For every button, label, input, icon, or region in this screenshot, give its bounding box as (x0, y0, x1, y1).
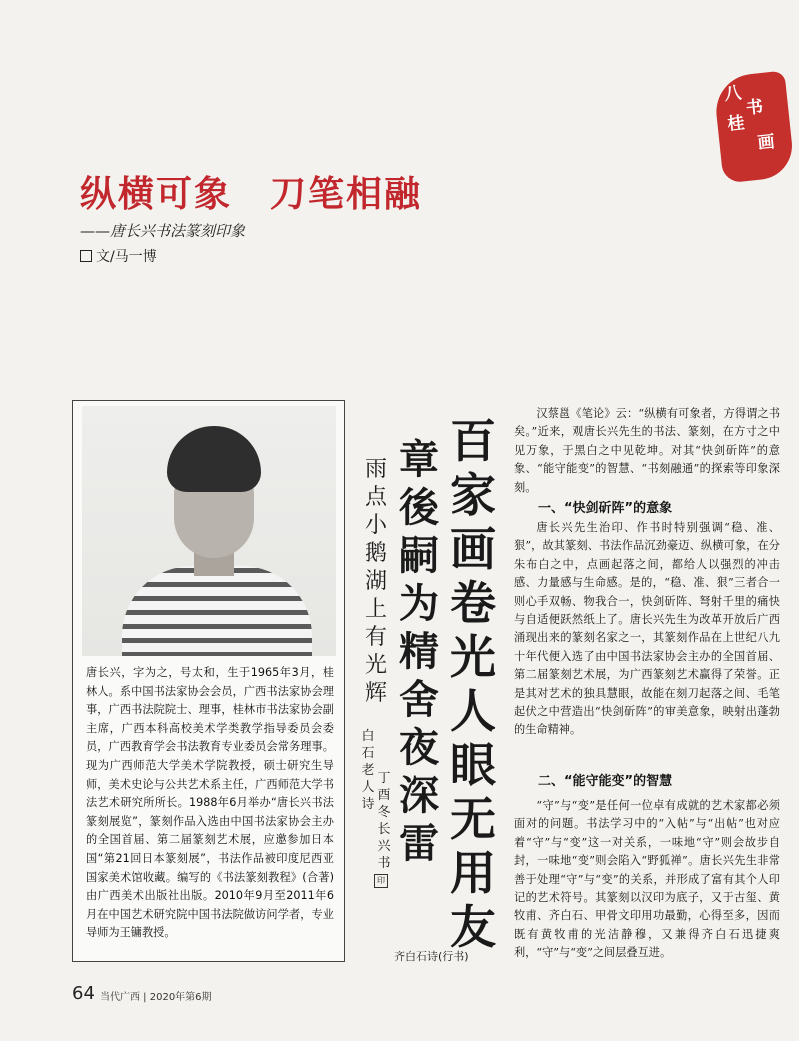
calligraphy-inscription-2 (374, 770, 394, 872)
article-subtitle: ——唐长兴书法篆刻印象 (80, 222, 246, 240)
calligraphy-char: 湖 (364, 569, 387, 594)
calligraphy-char: 章 (399, 436, 439, 483)
section-heading-1: 一、“快剑斫阵”的意象 (538, 501, 673, 516)
calligraphy-char: 无 (450, 792, 496, 846)
calligraphy-char: 老 (361, 763, 375, 778)
calligraphy-char: 舍 (399, 676, 439, 723)
calligraphy-char: 後 (399, 484, 439, 531)
calligraphy-char: 精 (399, 628, 439, 675)
bio-text: 唐长兴，字为之，号太和，生于1965年3月，桂林人。系中国书法家协会会员，广西书法家协会理事，广西书法院院士、理事，桂林市书法家协会副主席，广西本科高校美术学类教学指导委员会委员，广西教育学会书法教育专业委员会常务理事。现为广西师范大学美术学院教授，硕士研究生导师，美术史论与公共艺术系主任，广西师范大学书法艺术研究所所长。1988年6月举办“唐长兴书法篆刻展览”，篆刻作品入选由中国书法家协会主办的全国首届、第二届篆刻艺术展，应邀参加日本国“第21回日本篆刻展”，书法作品被印度尼西亚国家美术馆收藏。编写的《书法篆刻教程》(合著)由广西美术出版社出版。2010年9月至2011年6月在中国艺术研究院中国书法院做访问学者，专业导师为王镛教授。 (86, 666, 334, 940)
calligraphy-char: 丁 (377, 771, 391, 786)
calligraphy-char: 友 (450, 900, 496, 954)
calligraphy-char: 点 (364, 485, 387, 510)
calligraphy-char: 雨 (364, 457, 387, 482)
calligraphy-char: 辉 (364, 681, 387, 706)
section-heading-2: 二、“能守能变”的智慧 (538, 774, 673, 789)
column-tag-char: 桂 (726, 113, 746, 135)
column-tag-char: 画 (756, 131, 776, 154)
body-paragraph-intro: 汉蔡邕《笔论》云：“纵横有可象者，方得谓之书矣。”近来，观唐长兴先生的书法、篆刻，在方寸之中见万象，于黑白之中见乾坤。对其“快剑斫阵”的意象、“能守能变”的智慧、“书刻融通”的探索等印象深刻。 (514, 407, 780, 494)
calligraphy-char: 石 (361, 746, 375, 761)
calligraphy-char: 书 (377, 856, 391, 871)
calligraphy-column-1 (442, 414, 504, 954)
calligraphy-char: 长 (377, 822, 391, 837)
calligraphy-char: 百 (450, 414, 496, 468)
calligraphy-char: 鹅 (364, 541, 387, 566)
calligraphy-char: 眼 (450, 738, 496, 792)
calligraphy-char: 画 (450, 522, 496, 576)
page-number: 64 (72, 983, 95, 1004)
body-paragraph-section-1: 唐长兴先生治印、作书时特别强调“稳、准、狠”，故其篆刻、书法作品沉劲豪迈、纵横可象，在分朱布白之中，点画起落之间，都给人以强烈的冲击感、力量感与生命感。是的，“稳、准、狠”三者合一则心手双畅、物我合一，快剑斫阵、弩射千里的痛快与自适便跃然纸上了。唐长兴先生为改革开放后广西涌现出来的篆刻名家之一，其篆刻作品在上世纪八九十年代便入选了由中国书法家协会主办的全国首届、第二届篆刻艺术展，为广西篆刻艺术赢得了荣誉。正是其对艺术的独具慧眼，故能在刻刀起落之间、毛笔起伏之中营造出“快剑斫阵”的审美意象，映射出蓬勃的生命精神。 (514, 521, 780, 737)
byline-text: 文/马一博 (96, 249, 157, 265)
seal-stamp: 印 (374, 874, 388, 888)
calligraphy-char: 为 (399, 580, 439, 627)
calligraphy-char: 光 (364, 653, 387, 678)
calligraphy-column-2 (394, 436, 444, 868)
calligraphy-char: 白 (361, 729, 375, 744)
calligraphy-char: 上 (364, 597, 387, 622)
footer-publication-info: 当代广西 | 2020年第6期 (100, 992, 212, 1003)
byline (80, 246, 157, 266)
body-paragraph-section-2: “守”与“变”是任何一位卓有成就的艺术家都必须面对的问题。书法学习中的“入帖”与“出帖”也对应着“守”与“变”这一对关系，一味地“守”则会故步自封，一味地“变”则会陷入“野狐禅”。唐长兴先生非常善于处理“守”与“变”的关系，并形成了富有其个人印记的艺术符号。其篆刻以汉印为底子，又于古玺、黄牧甫、齐白石、甲骨文印用功最勤，心得至多，因而既有黄牧甫的光洁静穆，又兼得齐白石迅捷爽利，“守”与“变”之间层叠互进。 (514, 799, 780, 960)
calligraphy-char: 光 (450, 630, 496, 684)
calligraphy-char: 小 (364, 513, 387, 538)
calligraphy-char: 人 (450, 684, 496, 738)
calligraphy-char: 酉 (377, 788, 391, 803)
column-tag-char: 八 (723, 83, 743, 105)
calligraphy-caption: 齐白石诗(行书) (394, 950, 469, 963)
calligraphy-char: 有 (364, 625, 387, 650)
calligraphy-char: 夜 (399, 724, 439, 771)
column-tag (713, 71, 796, 184)
byline-box-icon (80, 250, 92, 262)
calligraphy-char: 用 (450, 846, 496, 900)
calligraphy-column-3 (360, 456, 392, 708)
column-tag-char: 书 (745, 97, 764, 119)
calligraphy-char: 人 (361, 780, 375, 795)
calligraphy-char: 家 (450, 468, 496, 522)
calligraphy-char: 诗 (361, 797, 375, 812)
portrait-photo (82, 406, 336, 656)
calligraphy-char: 深 (399, 772, 439, 819)
calligraphy-char: 卷 (450, 576, 496, 630)
article-title: 纵横可象 刀笔相融 (80, 174, 423, 215)
calligraphy-char: 雷 (399, 820, 439, 867)
calligraphy-char: 兴 (377, 839, 391, 854)
calligraphy-char: 嗣 (399, 532, 439, 579)
calligraphy-char: 冬 (377, 805, 391, 820)
